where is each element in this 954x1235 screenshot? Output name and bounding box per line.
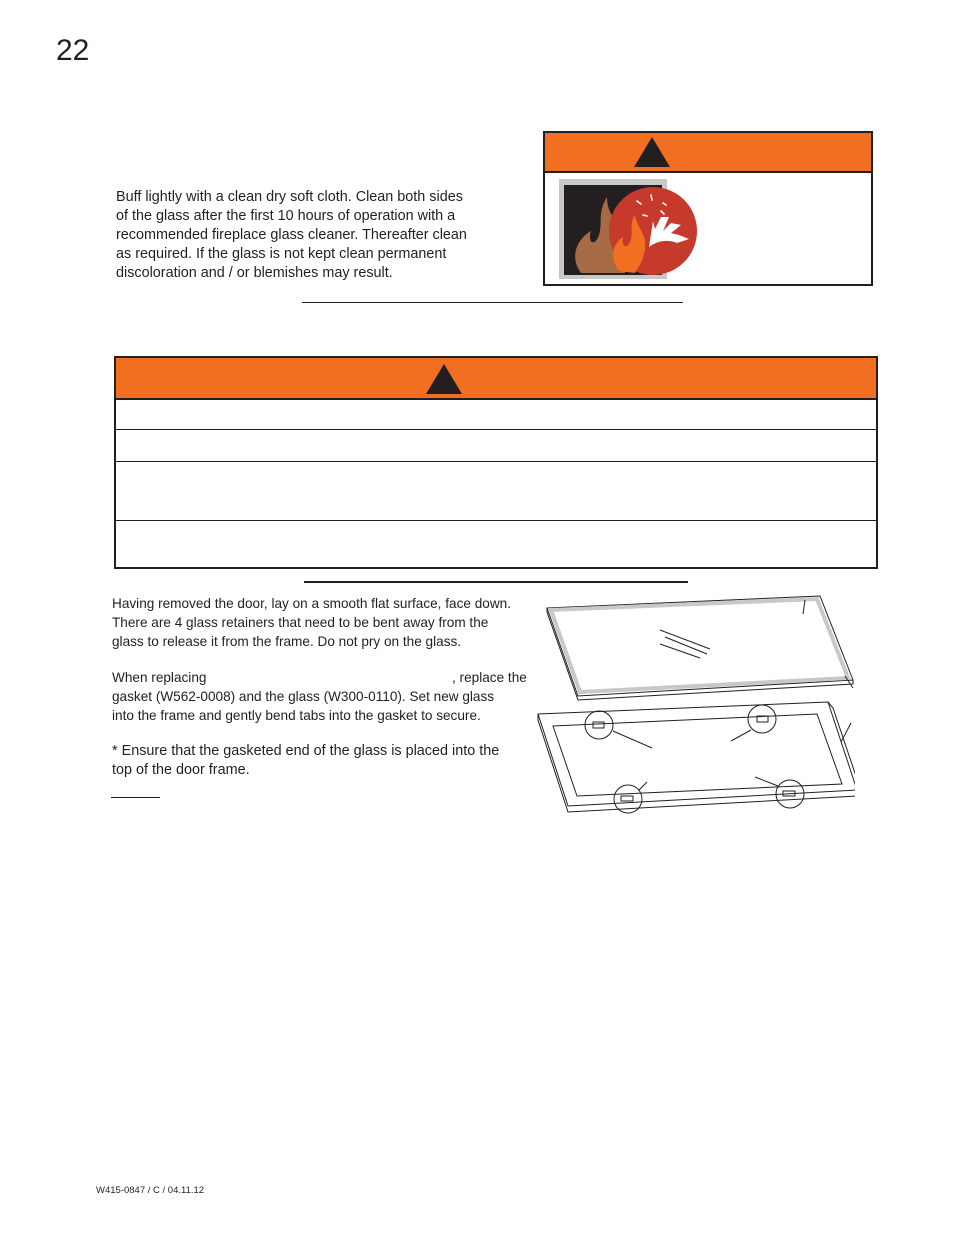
text-line: Buff lightly with a clean dry soft cloth. Clean both sides <box>116 189 463 205</box>
warning-triangle-icon <box>634 137 670 167</box>
hot-glass-burn-icon <box>551 177 701 287</box>
hot-glass-warning-box <box>543 131 873 286</box>
text-line-end: , replace the <box>452 670 527 685</box>
safety-warning-box <box>114 356 878 569</box>
glass-cleaning-text <box>116 188 516 283</box>
warning-header <box>545 133 871 173</box>
note-underline <box>111 797 160 798</box>
page-number: 22 <box>56 34 90 67</box>
document-footer: W415-0847 / C / 04.11.12 <box>96 1185 205 1196</box>
text-line: There are 4 glass retainers that need to be bent away from the <box>112 615 489 630</box>
warning-header <box>116 358 876 400</box>
text-line: into the frame and gently bend tabs into the gasket to secure. <box>112 708 481 723</box>
text-line: glass to release it from the frame. Do not pry on the glass. <box>112 634 462 649</box>
warning-row <box>116 462 876 521</box>
warning-row <box>116 430 876 462</box>
text-line-start: When replacing <box>112 670 207 685</box>
glass-retainer-callouts <box>585 705 804 813</box>
text-line: Having removed the door, lay on a smooth flat surface, face down. <box>112 596 511 611</box>
text-line: recommended fireplace glass cleaner. Thereafter clean <box>116 227 467 243</box>
text-line: of the glass after the first 10 hours of operation with a <box>116 208 456 224</box>
text-line: top of the door frame. <box>112 762 250 778</box>
door-glass-diagram <box>535 592 855 822</box>
warning-triangle-icon <box>426 364 462 394</box>
text-line: as required. If the glass is not kept clean permanent <box>116 246 447 262</box>
glass-panel-drawing <box>547 596 853 700</box>
glass-replacement-text <box>112 594 542 780</box>
warning-row <box>116 400 876 430</box>
section-divider <box>302 302 683 303</box>
door-frame-drawing <box>538 702 855 812</box>
text-line: * Ensure that the gasketed end of the glass is placed into the <box>112 743 500 759</box>
text-line: discoloration and / or blemishes may result. <box>116 265 393 281</box>
text-line: gasket (W562-0008) and the glass (W300-0110). Set new glass <box>112 689 495 704</box>
warning-row <box>116 521 876 569</box>
section-divider <box>304 581 688 583</box>
